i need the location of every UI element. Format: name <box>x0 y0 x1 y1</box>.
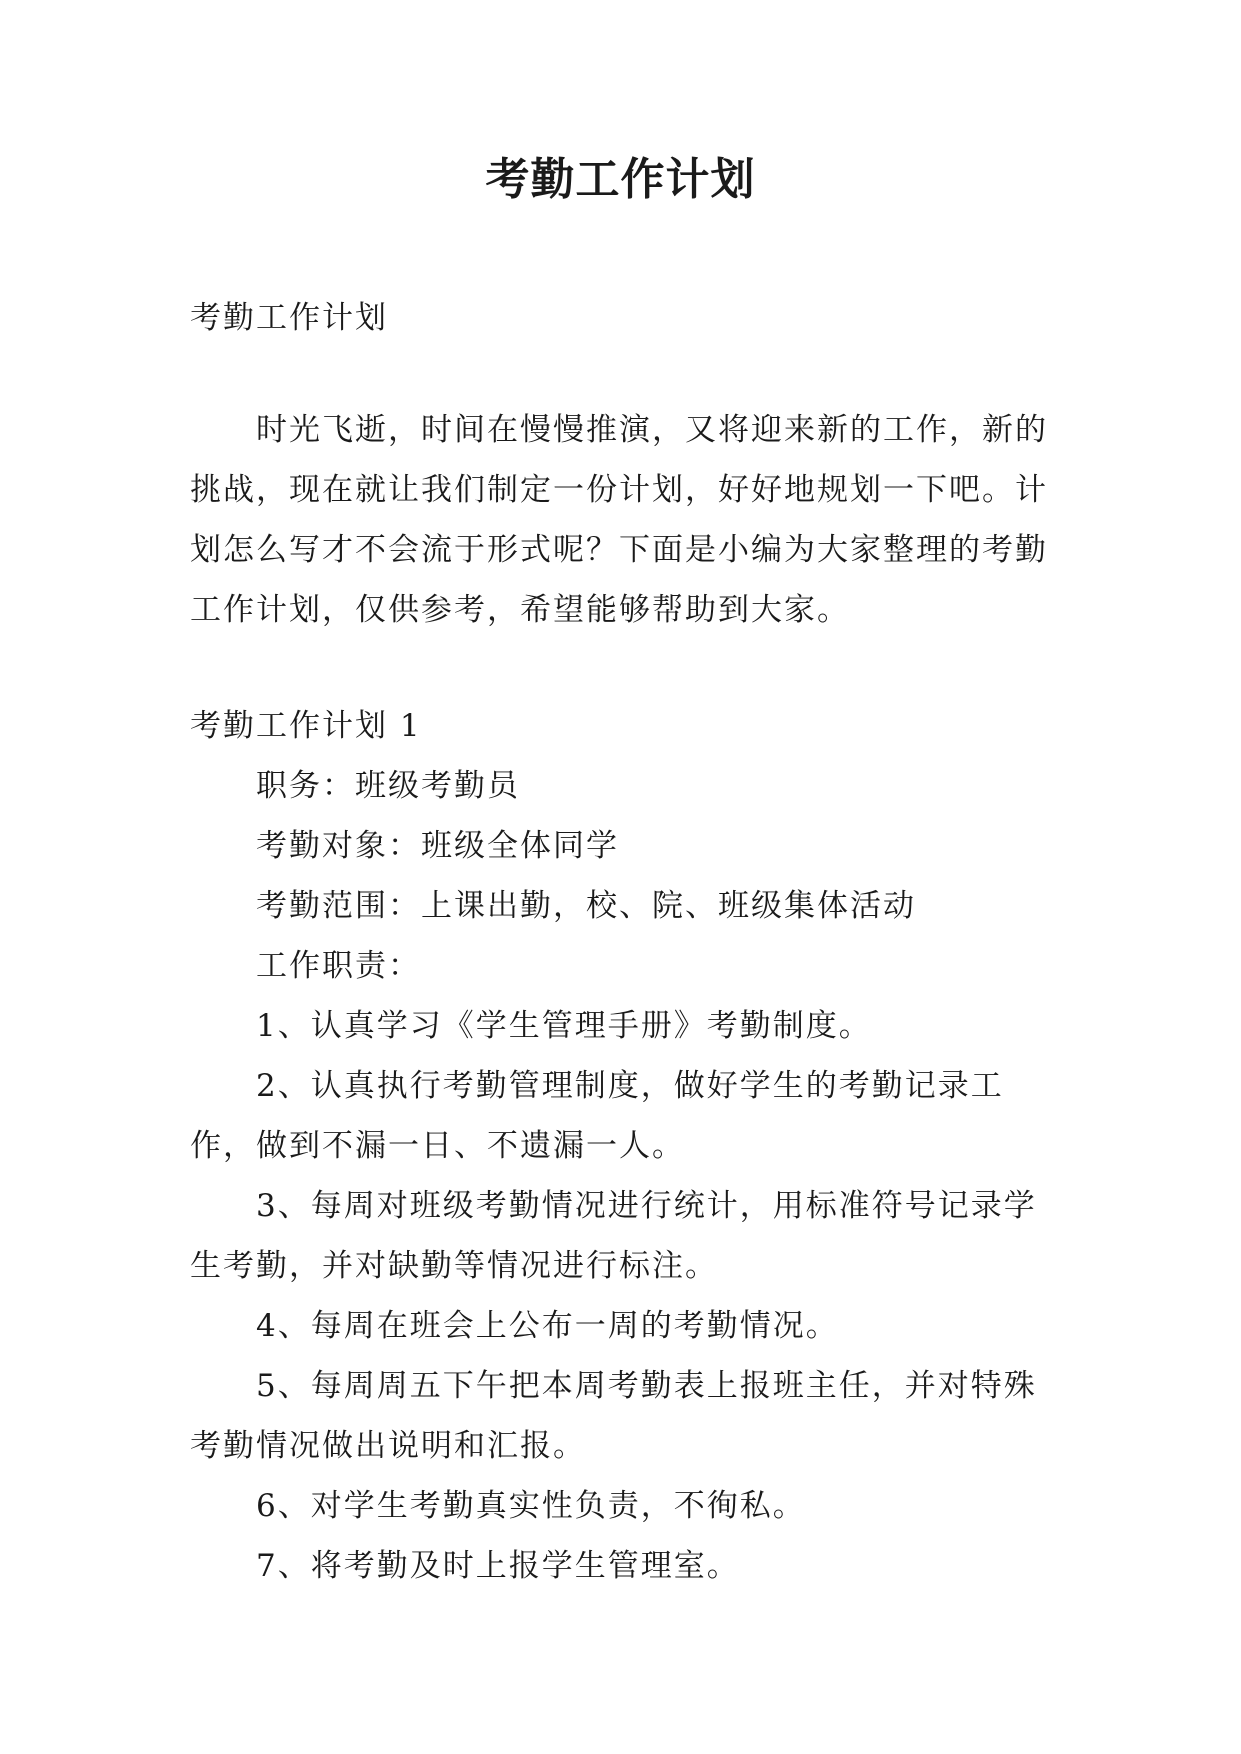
plan-section <box>190 696 1050 1596</box>
intro-paragraph <box>190 400 1050 640</box>
duty-item: 5、每周周五下午把本周考勤表上报班主任，并对特殊考勤情况做出说明和汇报。 <box>190 1368 1037 1464</box>
position-line: 职务：班级考勤员 <box>256 768 520 804</box>
intro-text: 时光飞逝，时间在慢慢推演，又将迎来新的工作，新的挑战，现在就让我们制定一份计划，好好地规划一下吧。计划怎么写才不会流于形式呢？下面是小编为大家整理的考勤工作计划，仅供参考，希望能够帮助到大家。 <box>190 412 1048 628</box>
scope-line: 考勤范围：上课出勤，校、院、班级集体活动 <box>256 888 916 924</box>
duty-item: 7、将考勤及时上报学生管理室。 <box>256 1548 740 1584</box>
duty-item: 6、对学生考勤真实性负责，不徇私。 <box>256 1488 806 1524</box>
duty-item: 3、每周对班级考勤情况进行统计，用标准符号记录学生考勤，并对缺勤等情况进行标注。 <box>190 1188 1037 1284</box>
duty-item: 4、每周在班会上公布一周的考勤情况。 <box>256 1308 839 1344</box>
duty-item: 2、认真执行考勤管理制度，做好学生的考勤记录工作，做到不漏一日、不遗漏一人。 <box>190 1068 1004 1164</box>
duties-heading: 工作职责： <box>256 948 421 984</box>
document-title: 考勤工作计划 <box>485 154 756 205</box>
duty-item: 1、认真学习《学生管理手册》考勤制度。 <box>256 1008 872 1044</box>
document-subtitle <box>190 288 1050 348</box>
section-title: 考勤工作计划 1 <box>190 708 422 744</box>
subtitle-text: 考勤工作计划 <box>190 300 388 336</box>
target-line: 考勤对象：班级全体同学 <box>256 828 619 864</box>
